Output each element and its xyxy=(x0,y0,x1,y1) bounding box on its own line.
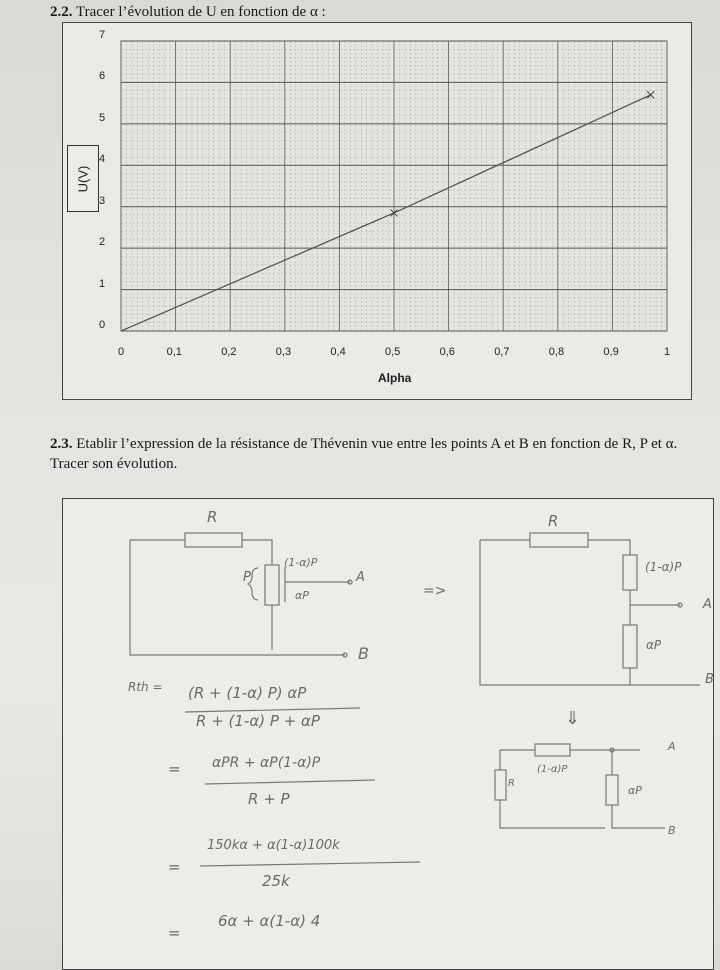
hw-circuit3-b: B xyxy=(668,824,676,837)
section-number: 2.3. xyxy=(50,436,73,452)
y-axis-label: U(V) xyxy=(75,165,91,192)
x-tick-label: 0,6 xyxy=(439,346,455,358)
x-tick-label: 1 xyxy=(664,346,671,358)
fraction-bar-3 xyxy=(200,862,420,866)
hw-circuit1-a: A xyxy=(356,570,365,585)
hw-circuit1-alpha-p: αP xyxy=(295,589,309,602)
hw-arrow-right: => xyxy=(423,583,447,599)
x-tick-label: 0 xyxy=(118,346,125,358)
hw-rth-label: Rth = xyxy=(128,680,163,694)
hw-eq3-numerator: 150kα + α(1-α)100k xyxy=(207,838,340,853)
hw-circuit2-r: R xyxy=(548,512,559,530)
x-tick-label: 0,9 xyxy=(603,346,619,358)
hw-circuit3-r: R xyxy=(508,778,515,789)
circuit-2-drawing xyxy=(480,533,700,685)
section-text: Tracer l’évolution de U en fonction de α : xyxy=(75,4,326,20)
hw-circuit1-p: P xyxy=(243,570,251,585)
x-tick-label: 0,7 xyxy=(494,346,510,358)
y-tick-label: 1 xyxy=(99,277,106,290)
y-tick-label: 7 xyxy=(99,29,106,41)
y-tick-label: 0 xyxy=(99,319,106,331)
hw-eq2-prefix: = xyxy=(168,760,181,778)
hw-arrow-down: ⇓ xyxy=(565,708,581,729)
x-tick-label: 0,2 xyxy=(221,346,237,358)
y-tick-label: 6 xyxy=(99,70,106,83)
x-tick-label: 0,3 xyxy=(275,346,292,358)
x-tick-label: 0,8 xyxy=(548,346,565,358)
hw-eq2-numerator: αPR + αP(1-α)P xyxy=(212,755,321,771)
hw-circuit2-one-minus-alpha-p: (1-α)P xyxy=(645,560,682,574)
hw-eq1-numerator: (R + (1-α) P) αP xyxy=(188,684,307,702)
x-tick-label: 0,5 xyxy=(385,346,401,358)
hw-circuit3-one-minus-alpha-p: (1-α)P xyxy=(537,764,568,775)
hw-circuit2-a: A xyxy=(703,597,712,612)
y-tick-label: 4 xyxy=(99,153,106,166)
fraction-bar-2 xyxy=(205,780,375,784)
x-tick-label: 0,4 xyxy=(330,346,346,358)
hw-circuit1-b: B xyxy=(358,644,369,663)
hw-eq2-denominator: R + P xyxy=(248,790,290,808)
hw-circuit1-r: R xyxy=(207,508,218,526)
y-tick-label: 3 xyxy=(99,194,106,207)
hw-circuit1-one-minus-alpha-p: (1-α)P xyxy=(284,556,318,569)
hw-circuit3-alpha-p: αP xyxy=(628,784,642,797)
hw-circuit2-b: B xyxy=(705,672,714,687)
section-number: 2.2. xyxy=(50,4,73,20)
circuit-1-drawing xyxy=(130,533,352,657)
y-tick-label: 5 xyxy=(99,111,106,124)
hw-eq3-prefix: = xyxy=(168,858,181,876)
hw-eq1-denominator: R + (1-α) P + αP xyxy=(196,712,320,730)
x-tick-label: 0,1 xyxy=(166,346,182,358)
hw-eq4: 6α + α(1-α) 4 xyxy=(218,912,321,930)
hw-circuit2-alpha-p: αP xyxy=(646,638,662,652)
y-tick-label: 2 xyxy=(99,236,106,249)
hw-circuit3-a: A xyxy=(668,740,676,753)
x-axis-label: Alpha xyxy=(378,371,412,385)
hw-eq4-prefix: = xyxy=(168,924,181,942)
hw-eq3-denominator: 25k xyxy=(262,872,290,890)
section-text: Etablir l’expression de la résistance de Thévenin vue entre les points A et B en fonction de R, P et α. Tracer son évolution. xyxy=(50,436,678,472)
